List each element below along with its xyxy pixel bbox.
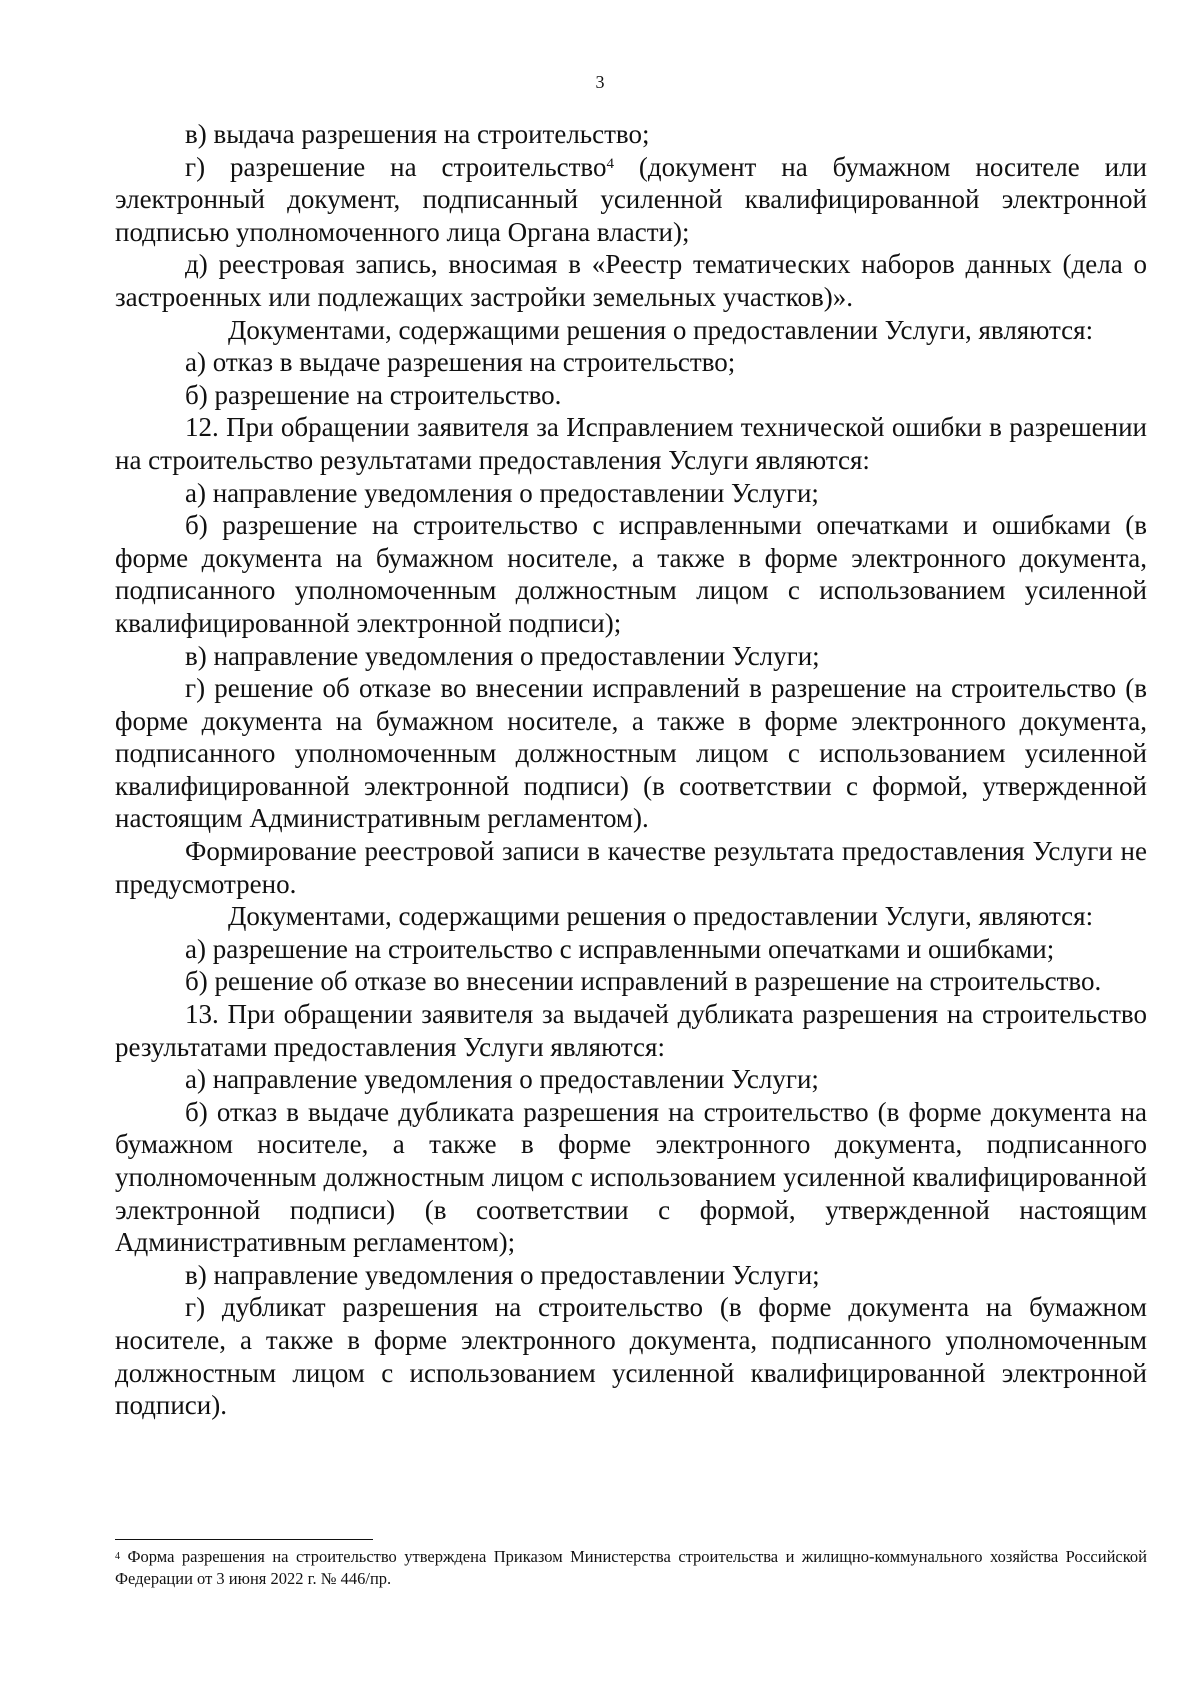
document-body [115,118,1147,1422]
paragraph: в) направление уведомления о предоставлении Услуги; [185,1259,820,1290]
paragraph: а) отказ в выдаче разрешения на строительство; [185,347,736,378]
paragraph-text: г) разрешение на строительство [185,151,607,182]
paragraph: б) решение об отказе во внесении исправлений в разрешение на строительство. [185,966,1102,997]
paragraph: 13. При обращении заявителя за выдачей дубликата разрешения на строительство результатами предоставления Услуги являются: [115,999,1147,1062]
paragraph: а) направление уведомления о предоставлении Услуги; [185,1064,819,1095]
paragraph: а) направление уведомления о предоставлении Услуги; [185,477,819,508]
paragraph: Документами, содержащими решения о предоставлении Услуги, являются: [228,901,1094,932]
paragraph: 12. При обращении заявителя за Исправлением технической ошибки в разрешении на строительство результатами предоставления Услуги являются: [115,412,1147,475]
footnote [115,1546,1147,1590]
footnote-text: Форма разрешения на строительство утверждена Приказом Министерства строительства и жилищно-коммунального хозяйства Российской Федерации от 3 июня 2022 г. № 446/пр. [115,1547,1147,1588]
paragraph: б) разрешение на строительство. [185,379,562,410]
paragraph: Формирование реестровой записи в качестве результата предоставления Услуги не предусмотрено. [115,836,1147,899]
paragraph: в) выдача разрешения на строительство; [185,119,650,149]
footnote-mark: 4 [115,1551,120,1562]
paragraph-with-footnote [115,151,1147,249]
footnote-divider [115,1539,373,1540]
paragraph: Документами, содержащими решения о предоставлении Услуги, являются: [228,314,1094,345]
paragraph: д) реестровая запись, вносимая в «Реестр тематических наборов данных (дела о застроенных или подлежащих застройки земельных участков)». [115,249,1147,312]
page-number: 3 [595,72,605,92]
footnote-reference: 4 [606,155,614,172]
paragraph-text: (документ на бумажном носителе или электронный документ, подписанный усиленной квалифицированной электронной подписью уполномоченного лица Органа власти); [115,151,1147,247]
paragraph: г) решение об отказе во внесении исправлений в разрешение на строительство (в форме документа на бумажном носителе, а также в форме электронного документа, подписанного уполномоченным должностным лицом с использованием усиленной квалифицированной электронной подписи) (в соответствии с формой, утвержденной настоящим Административным регламентом). [115,673,1147,834]
paragraph: б) разрешение на строительство с исправленными опечатками и ошибками (в форме документа на бумажном носителе, а также в форме электронного документа, подписанного уполномоченным должностным лицом с использованием усиленной квалифицированной электронной подписи); [115,510,1147,638]
paragraph: б) отказ в выдаче дубликата разрешения на строительство (в форме документа на бумажном носителе, а также в форме электронного документа, подписанного уполномоченным должностным лицом с использованием усиленной квалифицированной электронной подписи) (в соответствии с формой, утвержденной настоящим Административным регламентом); [115,1096,1147,1258]
paragraph: в) направление уведомления о предоставлении Услуги; [185,640,820,671]
paragraph: г) дубликат разрешения на строительство (в форме документа на бумажном носителе, а также в форме электронного документа, подписанного уполномоченным должностным лицом с использованием усиленной квалифицированной электронной подписи). [115,1292,1147,1421]
paragraph: а) разрешение на строительство с исправленными опечатками и ошибками; [185,933,1055,964]
